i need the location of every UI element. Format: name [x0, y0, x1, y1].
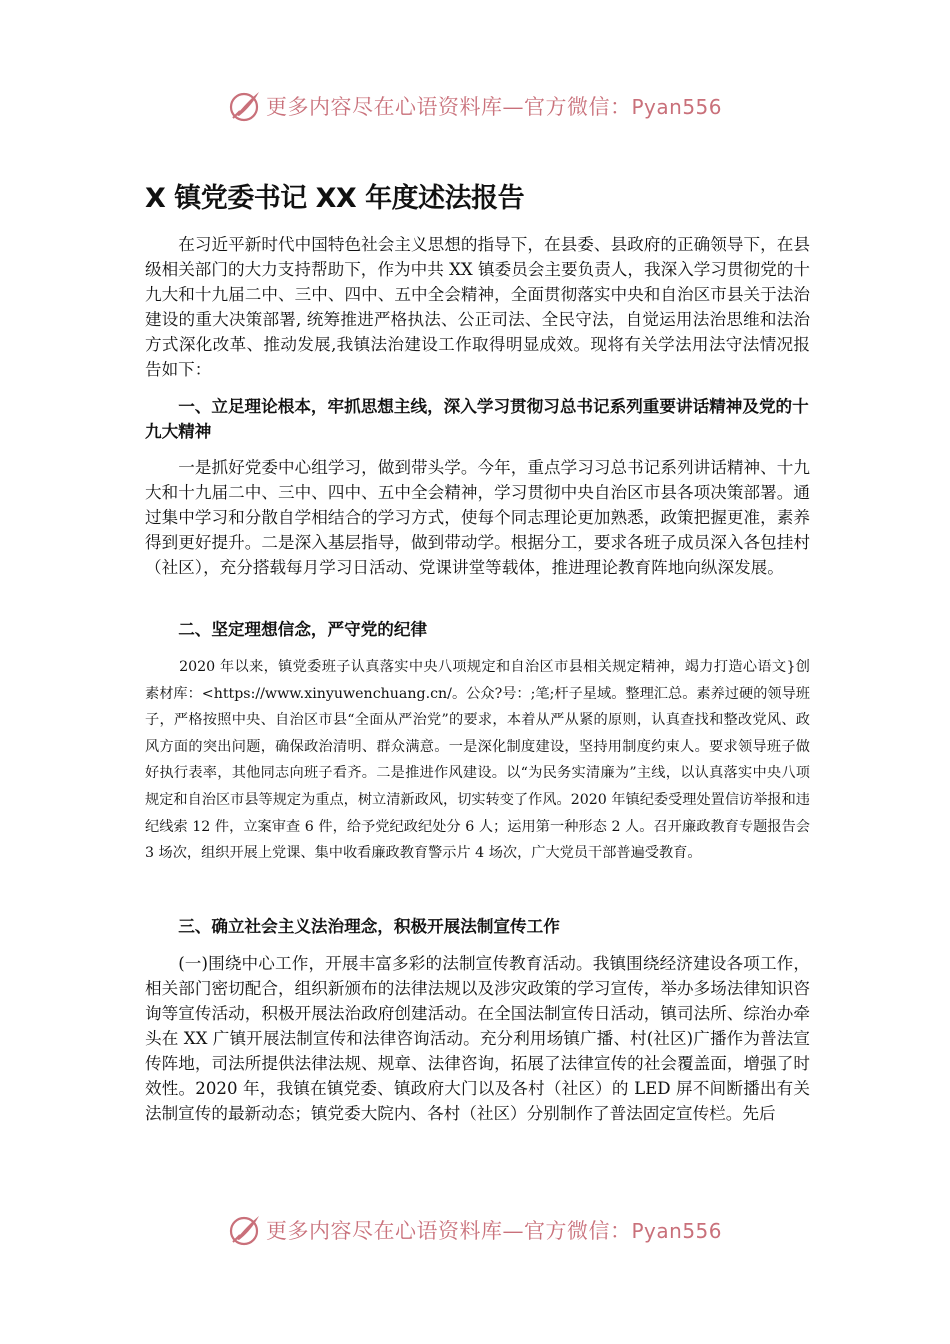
heading-3: 三、确立社会主义法治理念，积极开展法制宣传工作 [178, 916, 560, 936]
section-1-body [145, 455, 810, 580]
section-2-body [145, 654, 810, 867]
heading-2: 二、坚定理想信念，严守党的纪律 [178, 619, 428, 639]
quill-logo-icon [228, 89, 262, 123]
section-3 [145, 914, 810, 939]
banner-text: 更多内容尽在心语资料库—官方微信：Pyan556 [266, 1219, 723, 1243]
banner-text: 更多内容尽在心语资料库—官方微信：Pyan556 [266, 95, 723, 119]
paragraph-1: 一是抓好党委中心组学习，做到带头学。今年，重点学习习总书记系列讲话精神、十九大和十九届二中、三中、四中、五中全会精神，学习贯彻中央自治区市县各项决策部署。通过集中学习和分散自学相结合的学习方式，使每个同志理论更加熟悉，政策把握更准，素养得到更好提升。二是深入基层指导，做到带动学。根据分工，要求各班子成员深入各包挂村（社区），充分搭载每月学习日活动、党课讲堂等载体，推进理论教育阵地向纵深发展。 [145, 458, 810, 577]
page-title: X 镇党委书记 XX 年度述法报告 [145, 183, 525, 214]
paragraph-2: 2020 年以来，镇党委班子认真落实中央八项规定和自治区市县相关规定精神，竭力打造心语文}创素材库：<https://www.xinyuwenchuang.cn/。公众?号：;笔;杆子星域。整理汇总。素养过硬的领导班子，严格按照中央、自治区市县“全面从严治党”的要求，本着从严从紧的原则，认真查找和整改党风、政风方面的突出问题，确保政治清明、群众满意。一是深化制度建设，坚持用制度约束人。要求领导班子做好执行表率，其他同志向班子看齐。二是推进作风建设。以“为民务实清廉为”主线，以认真落实中央八项规定和自治区市县等规定为重点，树立清新政风，切实转变了作风。2020 年镇纪委受理处置信访举报和违纪线索 12 件，立案审查 6 件，给予党纪政纪处分 6 人；运用第一种形态 2 人。召开廉政教育专题报告会 3 场次，组织开展上党课、集中收看廉政教育警示片 4 场次，广大党员干部普遍受教育。 [145, 659, 810, 862]
section-1 [145, 394, 810, 444]
intro-paragraph: 在习近平新时代中国特色社会主义思想的指导下，在县委、县政府的正确领导下，在县级相关部门的大力支持帮助下，作为中共 XX 镇委员会主要负责人，我深入学习贯彻党的十九大和十九届二中、三中、四中、五中全会精神，全面贯彻落实中央和自治区市县关于法治建设的重大决策部署, 统筹推进严格执法、公正司法、全民守法，自觉运用法治思维和法治方式深化改革、推动发展,我镇法治建设工作取得明显成效。现将有关学法用法守法情况报告如下： [145, 235, 810, 379]
paragraph-3: (一)围绕中心工作，开展丰富多彩的法制宣传教育活动。我镇围绕经济建设各项工作，相关部门密切配合，组织新颁布的法律法规以及涉灾政策的学习宣传，举办多场法律知识咨询等宣传活动，积极开展法治政府创建活动。在全国法制宣传日活动，镇司法所、综治办牵头在 XX 广镇开展法制宣传和法律咨询活动。充分利用场镇广播、村(社区)广播作为普法宣传阵地，司法所提供法律法规、规章、法律咨询，拓展了法律宣传的社会覆盖面，增强了时效性。2020 年，我镇在镇党委、镇政府大门以及各村（社区）的 LED 屏不间断播出有关法制宣传的最新动态；镇党委大院内、各村（社区）分别制作了普法固定宣传栏。先后 [145, 954, 810, 1123]
heading-1: 一、立足理论根本，牢抓思想主线，深入学习贯彻习总书记系列重要讲话精神及党的十九大精神 [145, 396, 809, 441]
section-intro [145, 232, 810, 382]
quill-logo-icon [228, 1213, 262, 1247]
section-2 [145, 617, 810, 642]
section-3-body [145, 951, 810, 1126]
footer-banner [228, 1212, 728, 1248]
header-banner [228, 88, 728, 124]
